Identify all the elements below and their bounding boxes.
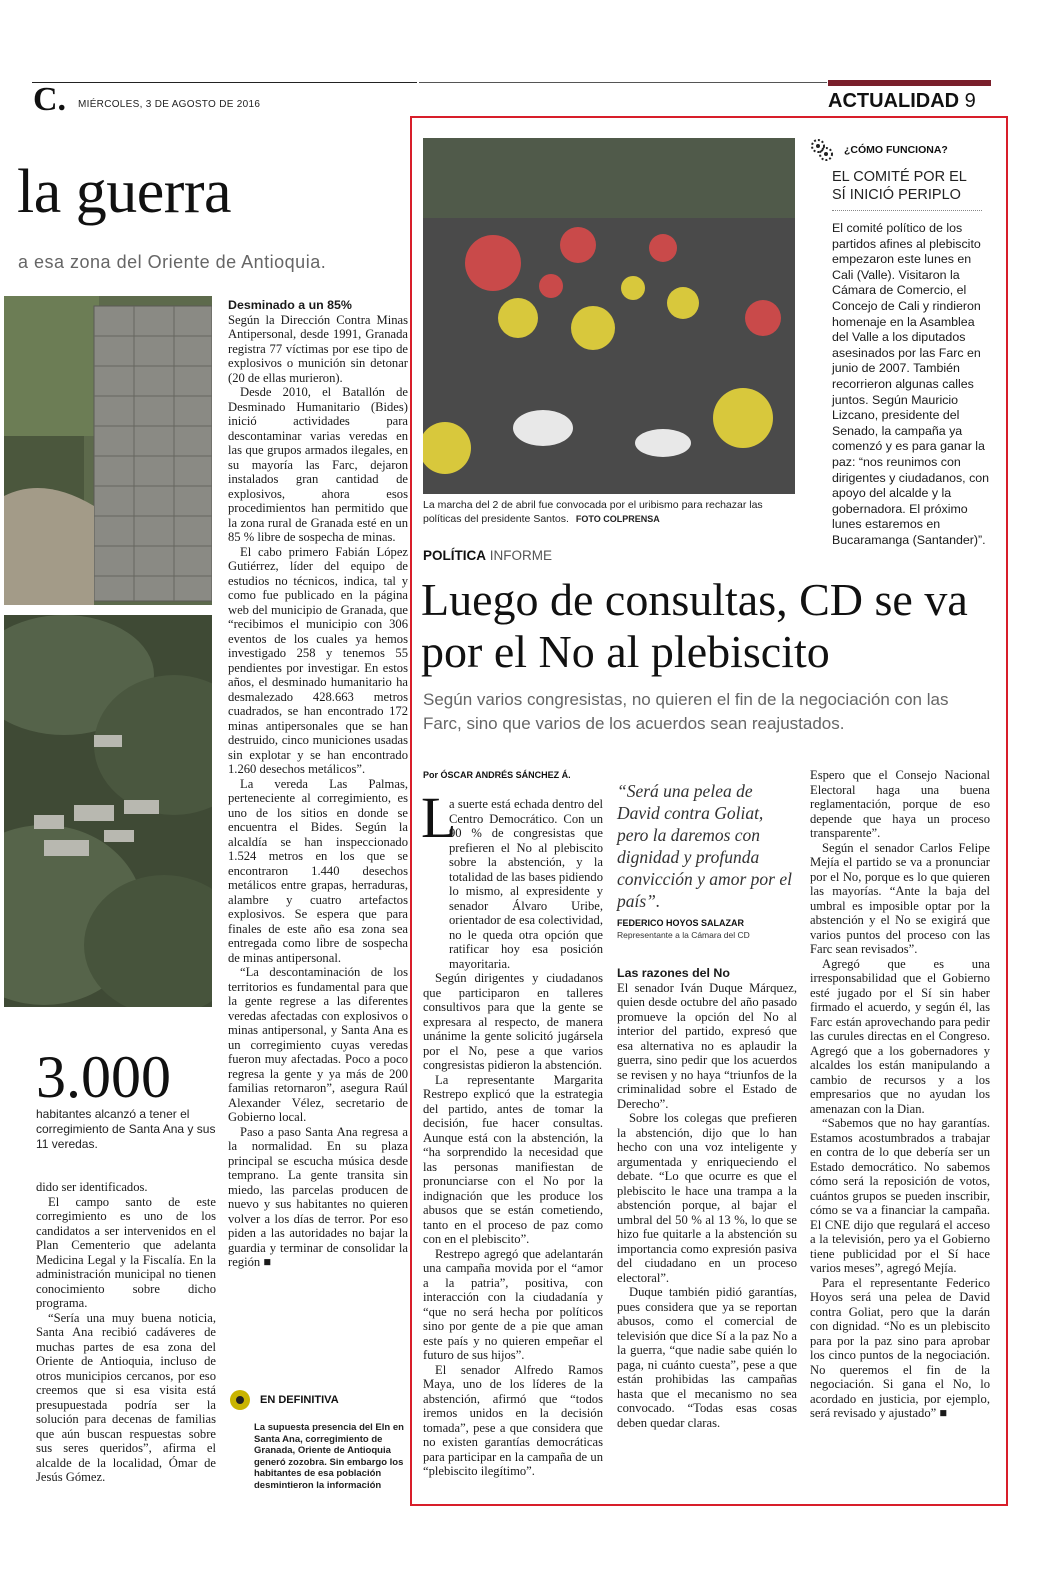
article-byline: Por ÓSCAR ANDRÉS SÁNCHEZ Á.: [423, 770, 571, 780]
left-lower-column: [36, 1180, 216, 1485]
dropcap: L: [421, 785, 457, 850]
stat-caption: habitantes alcanzó a tener el corregimiento de Santa Ana y sus 11 veredas.: [36, 1107, 216, 1151]
header-rule-right: [419, 82, 827, 83]
sidebar-title: EL COMITÉ POR EL SÍ INICIÓ PERIPLO: [832, 168, 982, 211]
mid-paragraph: El cabo primero Fabián López Gutiérrez, líder del equipo de estudios no técnicos, indica, tal y como fue publicado en la página web del municipio de Granada, que “recibimos el municipio con 306 eventos de los cuales ya hemos investigado 258 y tenemos 55 pendientes por investigar. En estos años, el desminado humanitario ha desmalezado 428.663 metros cuadrados, se han encontrado 172 minas antipersonales que se han destruido, cinco municiones usadas sin explotar y se han encontrado 1.260 desechos metálicos”.: [228, 544, 408, 776]
quote-author: FEDERICO HOYOS SALAZAR: [617, 918, 745, 928]
article-kicker: [423, 548, 552, 563]
col3-paragraph: Espero que el Consejo Nacional Electoral haga una buena reglamentación, porque de eso depende que haya un proceso transparente”.: [810, 768, 990, 840]
left-subhead: a esa zona del Oriente de Antioquia.: [18, 252, 327, 272]
col3-paragraph: “Sabemos que no hay garantías. Estamos acostumbrados a trabajar en contra de lo que debería ser un Estado democrático. No sabemos cómo será la reposición de votos, cuántos grupos se pueden inscribir, cómo se va a financiar la campaña. El CNE dijo que regulará el acceso a la televisión, pero ya el Gobierno tiene publicidad por el Sí hace varios meses”, agregó Mejía.: [810, 1116, 990, 1275]
article-col2: [617, 966, 797, 1430]
mid-paragraph: Paso a paso Santa Ana regresa a la normalidad. En su plaza principal se escucha música desde temprano. La gente transita sin miedo, las parcelas producen de nuevo y sus habitantes no quieren volver a los días de terror. Por eso piden a las autoridades no bajar la guardia y terminar de consolidar la región ■: [228, 1124, 408, 1269]
definitiva-box: [228, 1388, 408, 1500]
article-col1: [423, 797, 603, 1479]
col1-paragraph: El senador Alfredo Ramos Maya, uno de los líderes de la abstención, afirmó que “todos iremos unidos en la decisión tomada”, pese a que considera que no existen garantías democráticas para participar en la campaña de un “plebiscito ilegítimo”.: [423, 1362, 603, 1478]
mid-paragraph: “La descontaminación de los territorios es fundamental para que la gente regrese a las diferentes veredas afectadas con explosivos o minas antipersonal, y Santa Ana es un corregimiento cuyas veredas fueron muy afectadas. Poco a poco regresa la gente y ya más de 200 familias retornaron”, asegura Raúl Alexander Vélez, secretario de Gobierno local.: [228, 965, 408, 1124]
left-headline: la guerra: [17, 158, 232, 226]
col1-paragraph: Según dirigentes y ciudadanos que participaron en talleres consultivos para que la gente se expresara al respecto, de manera unánime la gente solicitó jugársela por el No, pese a que varios congresistas pidieron la abstención.: [423, 971, 603, 1072]
logo-text: C.: [33, 81, 67, 118]
article-col3: [810, 768, 990, 1421]
col1-paragraph: a suerte está echada dentro del Centro Democrático. Con un 90 % de congresistas que prefieren el No al plebiscito sobre la abstención, y la totalidad de las bases pidiendo lo mismo, al expresidente y senador Álvaro Uribe, orientador de esa colectividad, no le queda otra opción que ratificar hoy esa posición mayoritaria.: [449, 797, 603, 971]
col2-paragraph: Duque también pidió garantías, pues considera que ya se reportan abusos, como el comercial de televisión que dice Sí a la paz No a la guerra, “que nadie sabe quién lo paga, ni cuánto cuesta”, pese a que están prohibidas las campañas hasta que el mecanismo no sea convocado. “Todas esas cosas deben quedar claras.: [617, 1285, 797, 1430]
definitiva-header: [228, 1388, 408, 1412]
col3-paragraph: Para el representante Federico Hoyos será una pelea de David contra Goliat, pero que la darán con dignidad. “No es un plebiscito para por la paz sino para aprobar los cinco puntos de la negociación. No queremos el fin de la negociación. Si gana el No, lo acordado en justicia, por ejemplo, será revisado y ajustado” ■: [810, 1275, 990, 1420]
definitiva-title: EN DEFINITIVA: [260, 1394, 339, 1406]
article-title: Luego de consultas, CD se va por el No al plebiscito: [421, 574, 968, 677]
page-number: 9: [964, 90, 976, 112]
mid-subtitle: Desminado a un 85%: [228, 298, 352, 312]
col3-paragraph: Agregó que es una irresponsabilidad que el Gobierno esté jugado por el Sí sin haber firmado el acuerdo, y según él, las Farc están aprovechando para pedir las curules directas en el Congreso. Agregó que a los gobernadores y alcaldes los están manipulando a cambio de recursos y a los empresarios que no ayudan los amenazan con la Dian.: [810, 956, 990, 1116]
header-date: MIÉRCOLES, 3 DE AGOSTO DE 2016: [78, 99, 261, 110]
header-rule: [32, 82, 417, 83]
mid-paragraph: Desde 2010, el Batallón de Desminado Humanitario (Bides) inició actividades para descontaminar varias veredas en las que grupos armados ilegales, en su mayoría las Farc, dejaron instalados gran cantidad de explosivos, ahora esos procedimientos han permitido que la zona rural de Granada esté en un 85 % libre de sospecha de minas.: [228, 385, 408, 544]
section-bar: [828, 80, 991, 86]
quote-role: Representante a la Cámara del CD: [617, 930, 750, 940]
col3-paragraph: Según el senador Carlos Felipe Mejía el partido se va a pronunciar por el No, porque es lo que quieren las mayorías. “Ante la baja del umbral es imposible optar por la abstención y el No se exigirá que varios puntos del proceso con las Farc sean revisados”.: [810, 840, 990, 956]
photo-march: [423, 138, 795, 494]
photo-brick-wall: [4, 296, 212, 605]
sidebar-box: [810, 138, 995, 548]
sidebar-header: [810, 138, 995, 162]
sidebar-text: El comité político de los partidos afines al plebiscito empezaron este lunes en Cali (Valle). Visitaron la Cámara de Comercio, el Concejo de Cali y rindieron homenaje en la Asamblea del Valle a los diputados asesinados por las Farc en junio de 2007. También recorrieron algunas calles juntos. Según Mauricio Lizcano, presidente del Senado, la campaña ya comenzó y es para ganar la paz: “nos reunimos con dirigentes y ciudadanos, con apoyo del alcalde y la gobernadora. El próximo lunes estaremos en Bucaramanga (Santander)”.: [832, 221, 990, 547]
kicker-light: INFORME: [489, 548, 553, 563]
stat-number: 3.000: [36, 1044, 171, 1110]
gears-icon: [810, 138, 834, 162]
mid-paragraph: Según la Dirección Contra Minas Antipersonal, desde 1991, Granada registra 77 víctimas por ese tipo de explosivos o munición sin detonar (20 de ellas murieron).: [228, 312, 408, 385]
sidebar-label: ¿CÓMO FUNCIONA?: [844, 144, 948, 156]
logo: [33, 82, 66, 118]
pull-quote: “Será una pelea de David contra Goliat, pero la daremos con dignidad y profunda convicción y amor por el país”.: [617, 781, 792, 911]
col2-paragraph: Sobre los colegas que prefieren la abstención, dijo que lo han hecho con una voz inteligente y argumentada y enriqueciendo el debate. “Lo que ocurre es que el plebiscito le hace una trampa a la abstención porque, al bajar el umbral del 50 % al 13 %, lo que se hizo fue quitarle a la abstención su importancia como expresión pasiva del ciudadano en un proceso electoral”.: [617, 1111, 797, 1285]
definitiva-text: La supuesta presencia del Eln en Santa Ana, corregimiento de Granada, Oriente de Antioquia generó zozobra. Sin embargo los habitantes de esa población desmintieron la información: [254, 1422, 404, 1491]
photo-caption-text: La marcha del 2 de abril fue convocada por el uribismo para rechazar las políticas del presidente Santos.: [423, 499, 763, 525]
left-mid-column: [228, 298, 408, 1270]
photo-caption: [423, 498, 793, 526]
col2-paragraph: El senador Iván Duque Márquez, quien desde octubre del año pasado promueve la opción del No al interior del partido, expresó que esa alternativa no es aplaudir la guerra, sino pedir que los acuerdos se revisen y no haya “triunfos de la criminalidad sobre el Estado de Derecho”.: [617, 980, 797, 1111]
col1-paragraph: Restrepo agregó que adelantarán una campaña movida por el “amor a la patria”, positiva, con interacción con la ciudadanía y “que no será hecha por políticos sino por gente de a pie que aman este país y no quieren empeñar el futuro de sus hijos”.: [423, 1246, 603, 1362]
article-deck: Según varios congresistas, no quieren el fin de la negociación con las Farc, sino que varios de los acuerdos sean reajustados.: [423, 690, 949, 733]
left-lower-paragraph: “Sería una muy buena noticia, Santa Ana recibió cadáveres de muchas partes de esa zona del Oriente de Antioquia, incluso de otros municipios cercanos, por eso creemos que si esa visita está presupuestada podría ser la solución para decenas de familias que aún buscan respuestas sobre sus seres queridos”, afirma el alcalde de la localidad, Ómar de Jesús Gómez.: [36, 1310, 216, 1484]
mid-paragraph: La vereda Las Palmas, perteneciente al corregimiento, es uno de los sitios en donde se encuentra el Bides. Según la alcaldía se han inspeccionado 1.524 metros en los que se encontraron 1.440 desechos metálicos entre grapas, herraduras, alambre y cuatro artefactos explosivos. Se espera que para finales de este año esa zona sea entregada como libre de sospecha de minas antipersonal.: [228, 776, 408, 965]
col2-subtitle: Las razones del No: [617, 966, 730, 980]
left-lower-paragraph: dido ser identificados.: [36, 1180, 148, 1194]
photo-credit: FOTO COLPRENSA: [575, 514, 660, 524]
photo-village-hillside: [4, 615, 212, 1007]
pin-icon: [228, 1388, 252, 1412]
left-lower-paragraph: El campo santo de este corregimiento es uno de los candidatos a ser intervenidos en el Plan Cementerio que adelanta Medicina Legal y la Fiscalía. En la administración municipal no tienen conocimiento sobre dicho programa.: [36, 1194, 216, 1310]
kicker-bold: POLÍTICA: [423, 548, 486, 563]
section-title: [828, 90, 976, 113]
col1-paragraph: La representante Margarita Restrepo explicó que la estrategia del partido, antes de tomar la decisión, fue hacer consultas. Aunque está con la abstención, la “ha sorprendido la necesidad que las personas manifiestan de pronunciarse con el No por la indignación que les produce los abusos que se están cometiendo, tanto en el proceso de paz como con en el plebiscito”.: [423, 1072, 603, 1246]
section-name: ACTUALIDAD: [828, 90, 960, 112]
